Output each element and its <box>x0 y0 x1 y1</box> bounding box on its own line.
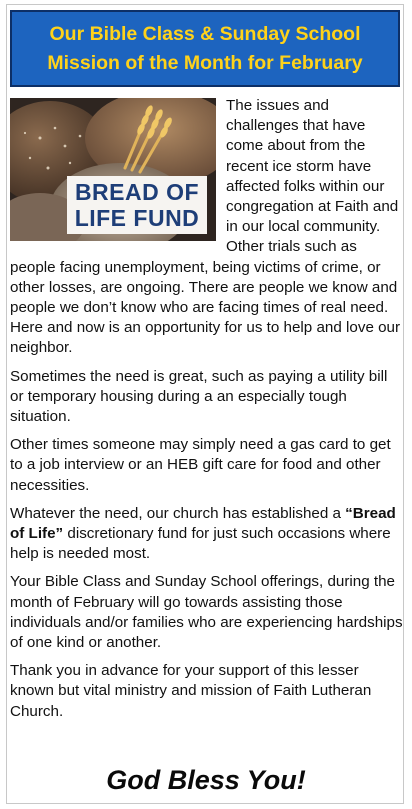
paragraph-offerings: Your Bible Class and Sunday School offerings, during the month of February will go towards assisting those individuals and/or families who are experiencing hardships of one kind or another. <box>10 573 403 652</box>
header-banner <box>10 10 400 87</box>
header-title-line2: Mission of the Month for February <box>47 51 363 74</box>
paragraph-fund <box>10 504 404 565</box>
fund-text-after: discretionary fund for just such occasions where help is needed most. <box>10 525 391 563</box>
paragraph-other-times: Other times someone may simply need a gas card to get to a job interview or an HEB gift care for food and other necessities. <box>10 436 391 494</box>
article-body <box>10 96 404 730</box>
paragraph-thanks: Thank you in advance for your support of this lesser known but vital ministry and mission of Faith Lutheran Church. <box>10 662 372 720</box>
fund-name: “Bread of Life” <box>10 504 396 543</box>
fund-text-before: Whatever the need, our church has established a <box>10 504 346 522</box>
logo-text-line2: LIFE FUND <box>74 205 200 231</box>
paragraph-intro: The issues and challenges that have come about from the recent ice storm have affected folks within our congregation at Faith and in our local community. Other trials such as people facing unemployment, being victims of crime, or other losses, are ongoing. There are people we know and people we don’t know who are facing times of real need. Here and now is an opportunity for us to help and love our neighbor. <box>10 97 401 357</box>
bread-of-life-logo <box>10 98 216 241</box>
closing-blessing: God Bless You! <box>106 765 306 795</box>
header-title-line1: Our Bible Class & Sunday School <box>49 22 361 45</box>
paragraph-great-need: Sometimes the need is great, such as paying a utility bill or temporary housing during a an especially tough situation. <box>10 367 388 426</box>
logo-text-panel <box>67 176 207 234</box>
logo-text-line1: BREAD OF <box>74 179 200 205</box>
